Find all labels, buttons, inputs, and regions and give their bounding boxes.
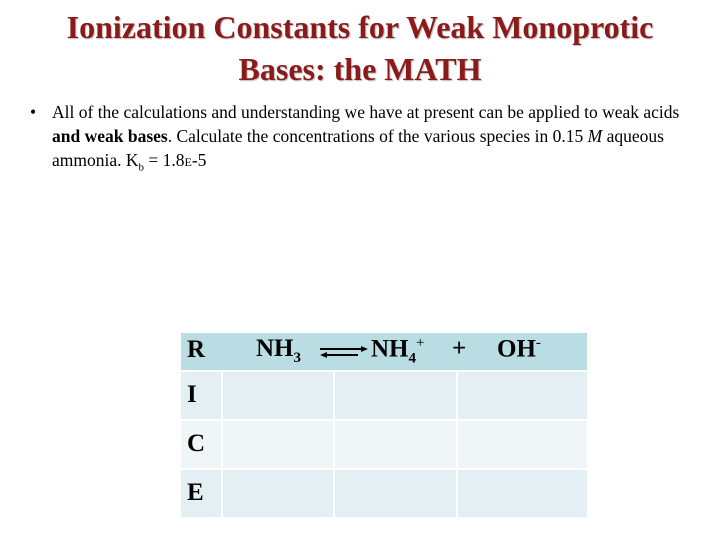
bold-text: and weak bases bbox=[52, 126, 168, 146]
table-cell bbox=[223, 470, 333, 517]
row-label: I bbox=[187, 381, 197, 408]
table-cell bbox=[458, 372, 587, 419]
table-cell bbox=[458, 470, 587, 517]
row-label-r: R bbox=[187, 336, 206, 363]
text: . Calculate the concentrations of the various species in 0.15 bbox=[167, 126, 588, 146]
text: aqueous ammonia. K bbox=[52, 126, 664, 170]
bullet-icon: • bbox=[30, 102, 37, 122]
product-ammonium bbox=[371, 335, 424, 367]
table-cell bbox=[458, 421, 587, 468]
ammonium-charge: + bbox=[416, 335, 425, 351]
ammonium-formula: NH bbox=[371, 335, 409, 363]
molarity-unit: M bbox=[587, 126, 603, 146]
reactant-formula: NH bbox=[256, 335, 294, 362]
row-label: C bbox=[187, 430, 206, 457]
table-header-row bbox=[181, 333, 587, 370]
table-cell bbox=[223, 372, 333, 419]
ammonium-subscript: 4 bbox=[408, 350, 416, 367]
reactant bbox=[256, 335, 301, 367]
hydroxide-charge: - bbox=[535, 335, 541, 351]
row-label-cell bbox=[181, 470, 221, 517]
equilibrium-arrow-icon bbox=[318, 344, 370, 360]
title-line-1: Ionization Constants for Weak Monoprotic bbox=[66, 9, 654, 45]
title-line-2: Bases: the MATH bbox=[238, 51, 482, 87]
exponent-e: E bbox=[184, 155, 192, 169]
table-cell bbox=[335, 372, 456, 419]
plus-sign: + bbox=[452, 335, 467, 362]
table-cell bbox=[335, 421, 456, 468]
text: -5 bbox=[191, 150, 207, 170]
text: = 1.8 bbox=[144, 150, 185, 170]
rice-table bbox=[181, 333, 587, 517]
bullet-text bbox=[52, 100, 710, 180]
hydroxide-formula: OH bbox=[497, 335, 536, 363]
product-hydroxide bbox=[497, 335, 541, 363]
reactant-subscript: 3 bbox=[293, 350, 301, 366]
text: All of the calculations and understanding we have at present can be applied to weak acids bbox=[52, 102, 680, 122]
slide-title bbox=[0, 6, 720, 90]
row-label: E bbox=[187, 479, 204, 506]
row-label-cell bbox=[181, 421, 221, 468]
table-cell bbox=[335, 470, 456, 517]
row-label-cell bbox=[181, 372, 221, 419]
bullet-point bbox=[30, 100, 710, 180]
kb-subscript: b bbox=[138, 161, 145, 174]
table-cell bbox=[223, 421, 333, 468]
